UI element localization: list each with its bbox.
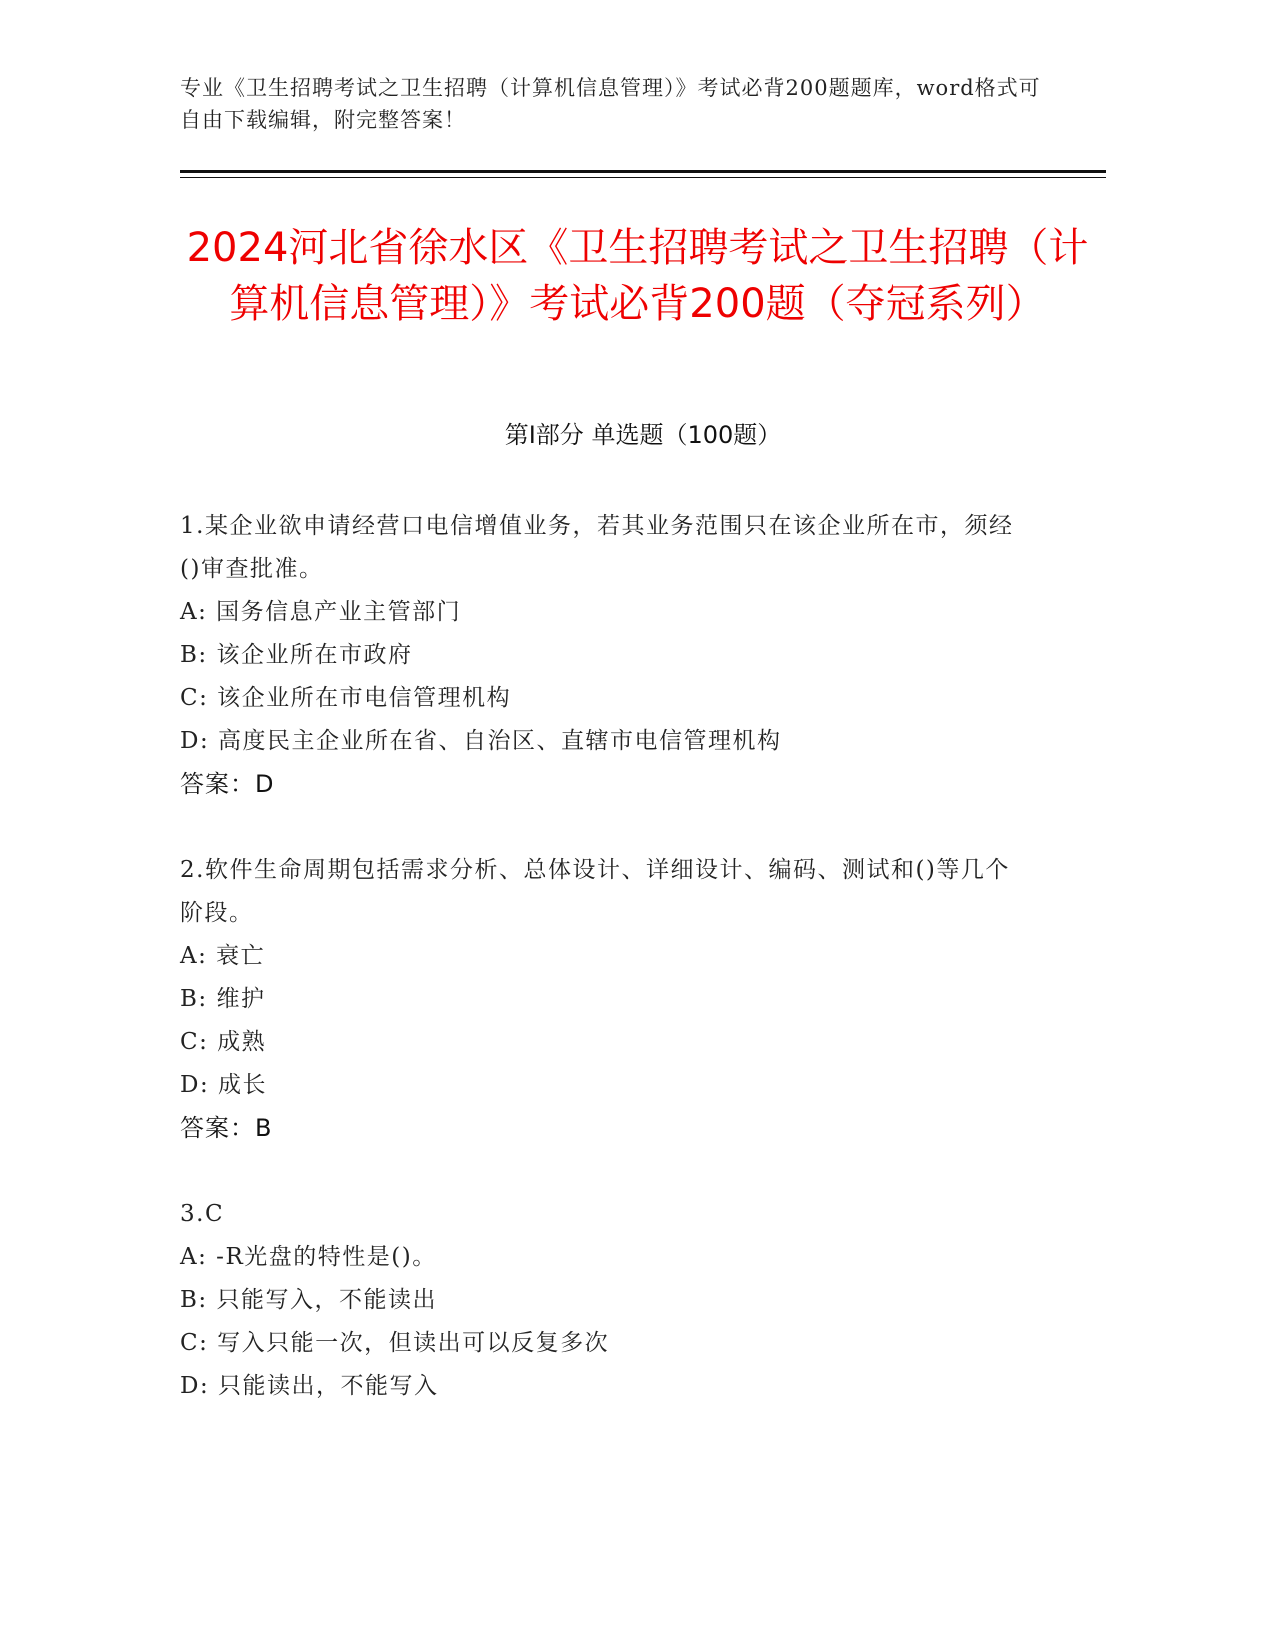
option-a: A: 国务信息产业主管部门 <box>180 599 462 625</box>
question-stem: 2.软件生命周期包括需求分析、总体设计、详细设计、编码、测试和()等几个阶段。 <box>180 857 1010 926</box>
document-title: 2024河北省徐水区《卫生招聘考试之卫生招聘（计算机信息管理）》考试必背200题（夺冠系列） <box>186 225 1089 327</box>
option-c: C: 成熟 <box>180 1029 267 1055</box>
option-b: B: 该企业所在市政府 <box>180 642 413 668</box>
option-d: D: 高度民主企业所在省、自治区、直辖市电信管理机构 <box>180 728 782 754</box>
question-2 <box>180 849 1030 1150</box>
header-rule-thin <box>180 177 1106 178</box>
question-3 <box>180 1193 1030 1408</box>
option-d: D: 只能读出，不能写入 <box>180 1373 439 1399</box>
section-heading: 第Ⅰ部分 单选题（100题） <box>504 421 782 449</box>
option-d: D: 成长 <box>180 1072 268 1098</box>
question-1 <box>180 505 1030 806</box>
option-c: C: 该企业所在市电信管理机构 <box>180 685 512 711</box>
option-a: A: 衰亡 <box>180 943 266 969</box>
header-rule-thick <box>180 170 1106 173</box>
option-c: C: 写入只能一次，但读出可以反复多次 <box>180 1330 610 1356</box>
question-stem: 1.某企业欲申请经营口电信增值业务，若其业务范围只在该企业所在市，须经()审查批准。 <box>180 513 1014 582</box>
question-stem: 3.C <box>180 1201 225 1227</box>
option-a: A: -R光盘的特性是()。 <box>180 1244 437 1270</box>
option-b: B: 维护 <box>180 986 266 1012</box>
answer: 答案：D <box>180 770 275 798</box>
answer: 答案：B <box>180 1114 273 1142</box>
question-list <box>180 505 1030 1451</box>
option-b: B: 只能写入，不能读出 <box>180 1287 437 1313</box>
header-note: 专业《卫生招聘考试之卫生招聘（计算机信息管理）》考试必背200题题库，word格式可自由下载编辑，附完整答案！ <box>180 76 1041 132</box>
